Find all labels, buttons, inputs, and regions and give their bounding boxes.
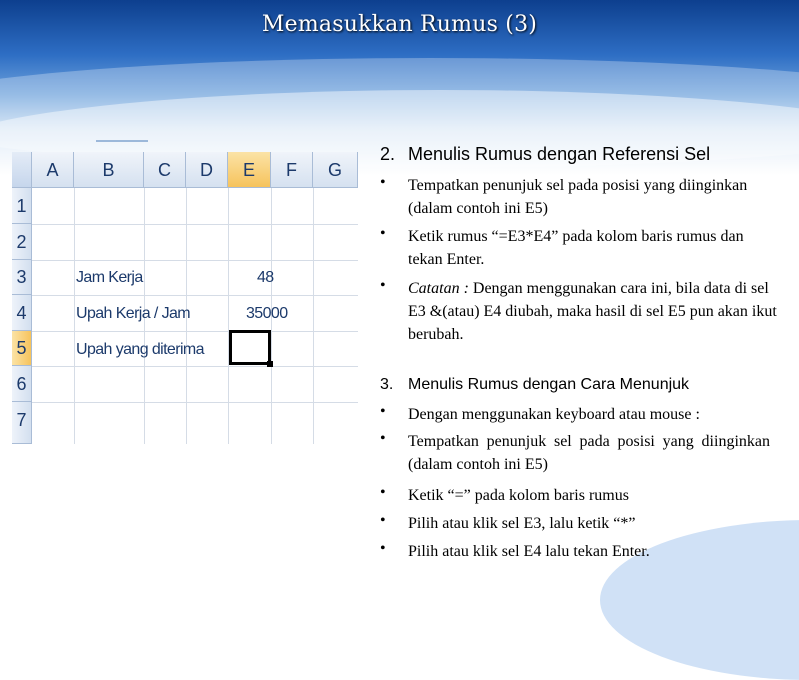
- select-all-corner: [12, 152, 32, 188]
- column-header-f: F: [271, 152, 313, 188]
- gridline: [74, 188, 75, 444]
- gridline: [32, 402, 358, 403]
- cell-e4: 35000: [246, 305, 288, 322]
- section-heading-3: 3. Menulis Rumus dengan Cara Menunjuk: [380, 376, 690, 393]
- ribbon-edge: [96, 140, 148, 142]
- row-header-7: 7: [12, 402, 32, 444]
- column-header-a: A: [32, 152, 74, 188]
- cell-b5: Upah yang diterima: [76, 341, 204, 358]
- cell-e3: 48: [257, 269, 274, 286]
- column-header-g: G: [313, 152, 358, 188]
- gridline: [313, 188, 314, 444]
- note-label: Catatan :: [408, 280, 469, 297]
- column-header-e: E: [228, 152, 271, 188]
- spreadsheet-image: [12, 152, 358, 444]
- gridline: [228, 188, 229, 444]
- cell-b4: Upah Kerja / Jam: [76, 305, 191, 322]
- gridline: [32, 331, 358, 332]
- note-text: Dengan menggunakan cara ini, bila data di sel E3 &(atau) E4 diubah, maka hasil di sel E5 pun akan ikut berubah.: [408, 280, 777, 343]
- row-header-5: 5: [12, 331, 32, 366]
- cell-b3: Jam Kerja: [76, 269, 143, 286]
- section-heading-2: 2. Menulis Rumus dengan Referensi Sel: [380, 144, 711, 164]
- row-header-6: 6: [12, 366, 32, 402]
- slide-title: Memasukkan Rumus (3): [261, 12, 538, 37]
- row-header-2: 2: [12, 224, 32, 260]
- row-header-3: 3: [12, 260, 32, 295]
- fill-handle: [267, 361, 273, 367]
- gridline: [32, 260, 358, 261]
- gridline: [32, 224, 358, 225]
- row-header-1: 1: [12, 188, 32, 224]
- column-header-b: B: [74, 152, 144, 188]
- gridline: [32, 295, 358, 296]
- column-header-c: C: [144, 152, 186, 188]
- active-cell-e5: [229, 330, 271, 365]
- gridline: [32, 366, 358, 367]
- row-header-4: 4: [12, 295, 32, 331]
- column-header-d: D: [186, 152, 228, 188]
